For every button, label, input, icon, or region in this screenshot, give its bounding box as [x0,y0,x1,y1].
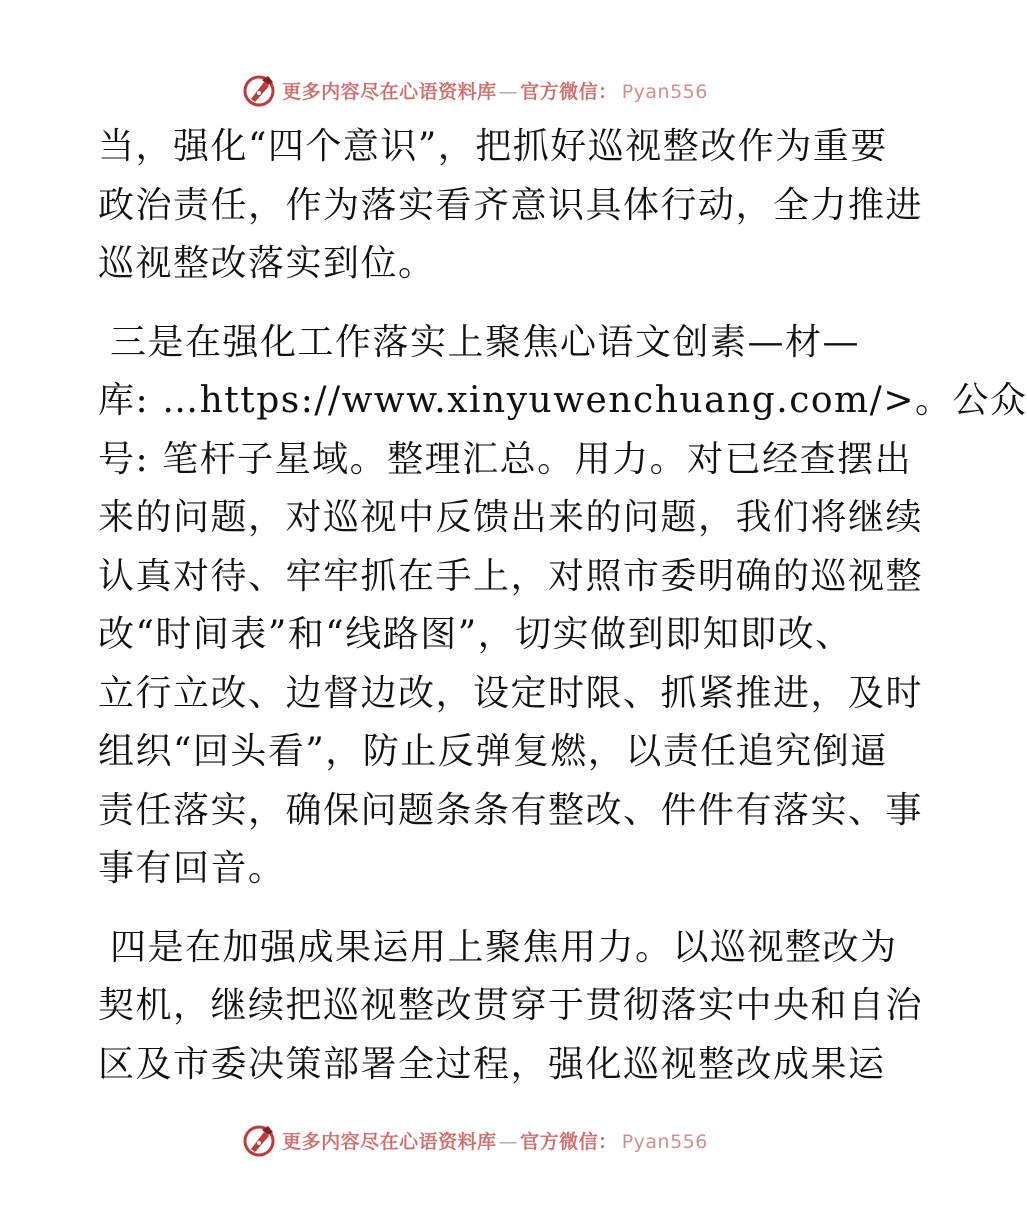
header-banner [0,70,950,110]
text-line: 四是在加强成果运用上聚焦用力。以巡视整改为 [110,926,898,968]
text-line: 组织“回头看”，防止反弹复燃，以责任追究倒逼 [98,731,888,772]
text-line: 改“时间表”和“线路图”，切实做到即知即改、 [98,614,853,655]
paragraph-1 [98,118,924,294]
text-line: 契机，继续把巡视整改贯穿于贯彻落实中央和自治 [98,985,924,1026]
footer-contact-label: 官方微信： [520,1130,618,1153]
footer-wechat-id: Pyan556 [621,1130,708,1153]
document-body [98,118,1027,1094]
header-dash: — [498,80,519,103]
footer-banner [0,1120,950,1160]
header-slogan-text [282,77,708,104]
text-line: 认真对待、牢牢抓在手上，对照市委明确的巡视整 [98,555,924,597]
text-line: 号: 笔杆子星域。整理汇总。用力。对已经查摆出 [98,438,913,480]
header-wechat-id: Pyan556 [621,80,708,103]
text-line: 事有回音。 [98,848,286,889]
text-line: 立行立改、边督边改，设定时限、抓紧推进，及时 [98,672,924,714]
header-slogan: 更多内容尽在心语资料库 [282,80,497,103]
header-banner-inner [242,70,708,110]
text-line: 责任落实，确保问题条条有整改、件件有落实、事 [98,789,924,831]
text-line: 政治责任，作为落实看齐意识具体行动，全力推进 [98,184,924,226]
footer-dash: — [498,1130,519,1153]
text-line: 三是在强化工作落实上聚焦心语文创素—材— [110,321,861,363]
text-line: 当，强化“四个意识”，把抓好巡视整改作为重要 [98,126,888,167]
footer-slogan-text [282,1127,708,1154]
text-line: 区及市委决策部署全过程，强化巡视整改成果运 [98,1043,886,1085]
text-line: 来的问题，对巡视中反馈出来的问题，我们将继续 [98,497,924,538]
pen-nib-logo-icon [242,73,276,107]
pen-nib-logo-icon [242,1123,276,1157]
footer-banner-inner [242,1120,708,1160]
paragraph-3 [98,919,924,1095]
text-line: 库: …https://www.xinyuwenchuang.com/>。公众 [98,380,1027,421]
header-contact-label: 官方微信： [520,80,618,103]
text-line: 巡视整改落实到位。 [98,243,436,284]
footer-slogan: 更多内容尽在心语资料库 [282,1130,497,1153]
paragraph-2 [98,314,1027,899]
